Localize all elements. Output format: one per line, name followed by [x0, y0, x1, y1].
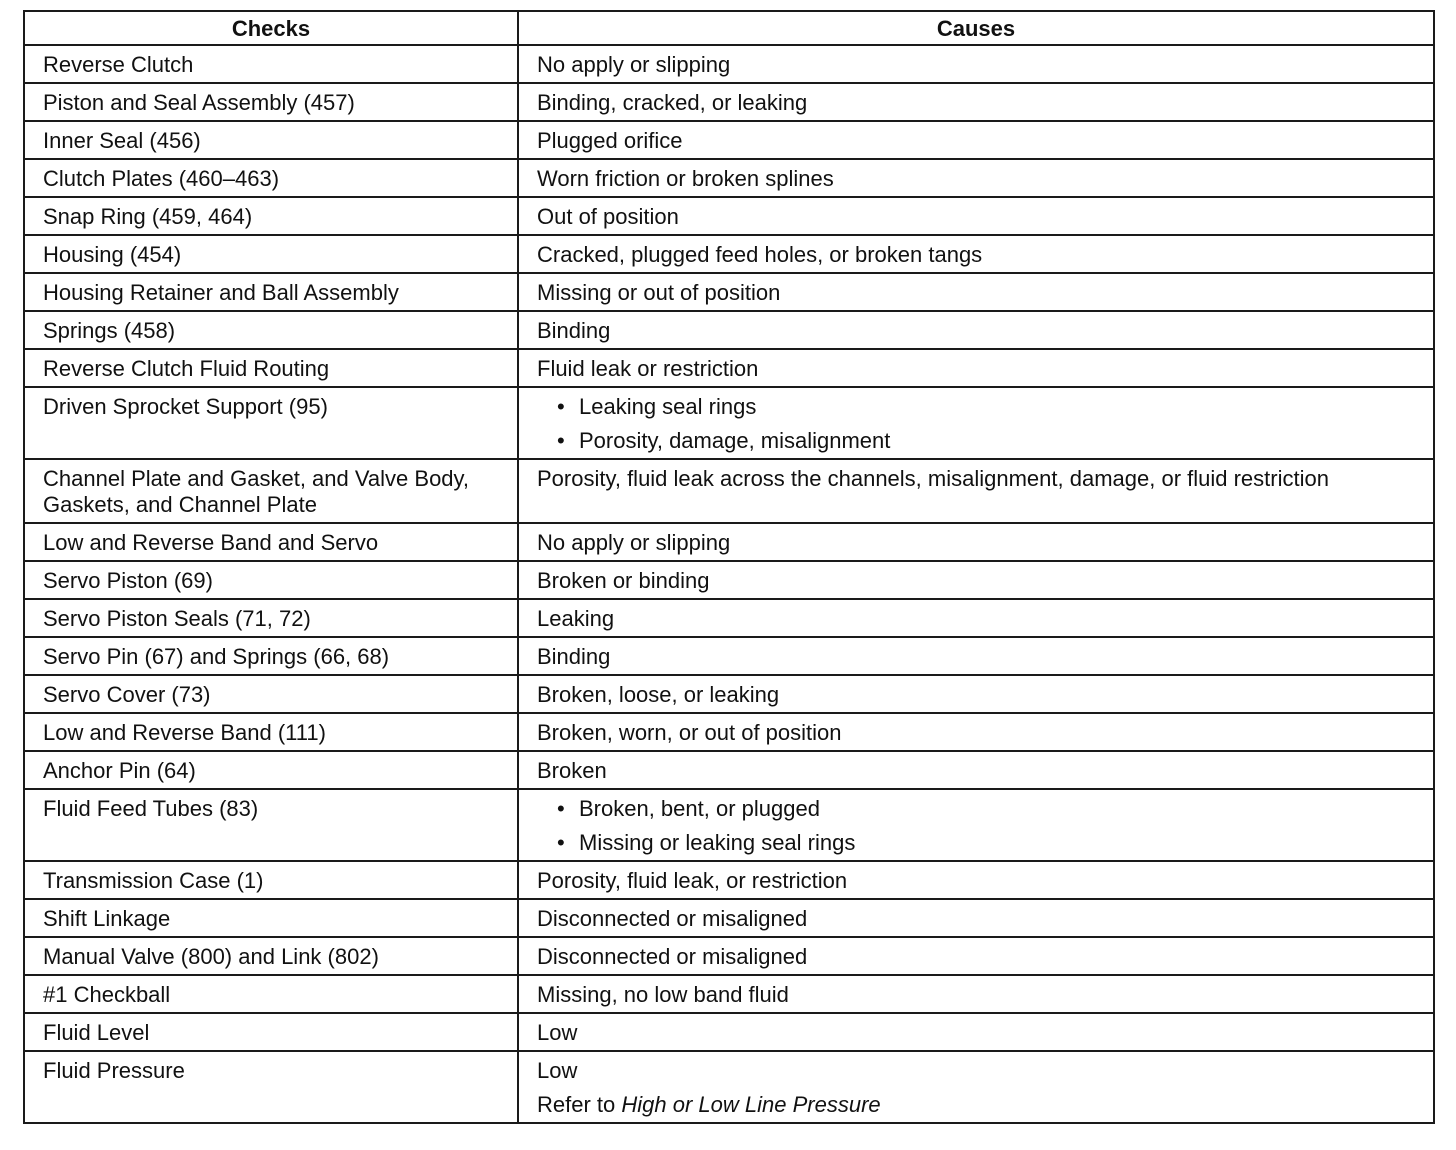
- table-row: [24, 311, 1434, 349]
- check-cell: Inner Seal (456): [24, 121, 518, 159]
- cause-bullet-item: • Missing or leaking seal rings: [537, 830, 1421, 856]
- table-row: [24, 789, 1434, 861]
- cause-cell: No apply or slipping: [518, 523, 1434, 561]
- table-row: [24, 751, 1434, 789]
- check-cell: Clutch Plates (460–463): [24, 159, 518, 197]
- cause-cell: Broken, worn, or out of position: [518, 713, 1434, 751]
- cause-cell: Out of position: [518, 197, 1434, 235]
- check-cell: Snap Ring (459, 464): [24, 197, 518, 235]
- table-row: [24, 637, 1434, 675]
- cause-cell: Binding, cracked, or leaking: [518, 83, 1434, 121]
- reference-prefix: Refer to: [537, 1092, 616, 1117]
- cause-line: Low: [537, 1058, 578, 1083]
- cause-cell: Disconnected or misaligned: [518, 899, 1434, 937]
- causes-column-header: Causes: [518, 11, 1434, 45]
- cause-cell: Binding: [518, 637, 1434, 675]
- table-row: [24, 1051, 1434, 1123]
- cause-cell: [518, 387, 1434, 459]
- cause-cell: Missing, no low band fluid: [518, 975, 1434, 1013]
- diagnostic-table-document: [23, 10, 1433, 1124]
- check-cell: Low and Reverse Band and Servo: [24, 523, 518, 561]
- check-cell: Servo Pin (67) and Springs (66, 68): [24, 637, 518, 675]
- check-cell: Piston and Seal Assembly (457): [24, 83, 518, 121]
- check-cell: #1 Checkball: [24, 975, 518, 1013]
- reference-link[interactable]: High or Low Line Pressure: [621, 1092, 881, 1117]
- check-cell: Housing Retainer and Ball Assembly: [24, 273, 518, 311]
- cause-cell: Fluid leak or restriction: [518, 349, 1434, 387]
- table-row: [24, 561, 1434, 599]
- cause-cell: [518, 1051, 1434, 1123]
- cause-bullet-item: • Porosity, damage, misalignment: [537, 428, 1421, 454]
- checks-column-header: Checks: [24, 11, 518, 45]
- table-row: [24, 83, 1434, 121]
- cause-cell: Broken or binding: [518, 561, 1434, 599]
- check-cell: Servo Piston (69): [24, 561, 518, 599]
- table-header-row: [24, 11, 1434, 45]
- check-cell: Fluid Level: [24, 1013, 518, 1051]
- check-cell: Fluid Feed Tubes (83): [24, 789, 518, 861]
- cause-bullet-item: • Broken, bent, or plugged: [537, 796, 1421, 822]
- table-row: [24, 197, 1434, 235]
- table-row: [24, 675, 1434, 713]
- cause-cell: Porosity, fluid leak, or restriction: [518, 861, 1434, 899]
- cause-reference: [537, 1092, 1421, 1118]
- cause-cell: [518, 789, 1434, 861]
- check-cell: Anchor Pin (64): [24, 751, 518, 789]
- cause-cell: Broken: [518, 751, 1434, 789]
- table-row: [24, 975, 1434, 1013]
- cause-cell: Binding: [518, 311, 1434, 349]
- table-row: [24, 899, 1434, 937]
- check-cell: Springs (458): [24, 311, 518, 349]
- check-cell: Driven Sprocket Support (95): [24, 387, 518, 459]
- table-row: [24, 599, 1434, 637]
- table-row: [24, 459, 1434, 523]
- table-row: [24, 273, 1434, 311]
- cause-cell: Low: [518, 1013, 1434, 1051]
- check-cell: Reverse Clutch: [24, 45, 518, 83]
- cause-cell: Worn friction or broken splines: [518, 159, 1434, 197]
- table-row: [24, 121, 1434, 159]
- check-cell: Transmission Case (1): [24, 861, 518, 899]
- check-cell: Servo Cover (73): [24, 675, 518, 713]
- cause-cell: Plugged orifice: [518, 121, 1434, 159]
- check-cell: Servo Piston Seals (71, 72): [24, 599, 518, 637]
- check-cell: Shift Linkage: [24, 899, 518, 937]
- cause-cell: Leaking: [518, 599, 1434, 637]
- table-row: [24, 1013, 1434, 1051]
- table-row: [24, 861, 1434, 899]
- table-row: [24, 159, 1434, 197]
- check-cell: Channel Plate and Gasket, and Valve Body, Gaskets, and Channel Plate: [24, 459, 518, 523]
- check-cell: Housing (454): [24, 235, 518, 273]
- table-row: [24, 713, 1434, 751]
- check-cell: Low and Reverse Band (111): [24, 713, 518, 751]
- cause-cell: Cracked, plugged feed holes, or broken tangs: [518, 235, 1434, 273]
- table-row: [24, 937, 1434, 975]
- check-cell: Reverse Clutch Fluid Routing: [24, 349, 518, 387]
- table-row: [24, 349, 1434, 387]
- table-row: [24, 235, 1434, 273]
- check-cell: Fluid Pressure: [24, 1051, 518, 1123]
- table-row: [24, 523, 1434, 561]
- cause-cell: Missing or out of position: [518, 273, 1434, 311]
- cause-cell: No apply or slipping: [518, 45, 1434, 83]
- cause-cell: Disconnected or misaligned: [518, 937, 1434, 975]
- check-cell: Manual Valve (800) and Link (802): [24, 937, 518, 975]
- table-row: [24, 45, 1434, 83]
- cause-cell: Porosity, fluid leak across the channels, misalignment, damage, or fluid restriction: [518, 459, 1434, 523]
- checks-causes-table: [23, 10, 1435, 1124]
- table-row: [24, 387, 1434, 459]
- cause-bullet-item: • Leaking seal rings: [537, 394, 1421, 420]
- cause-cell: Broken, loose, or leaking: [518, 675, 1434, 713]
